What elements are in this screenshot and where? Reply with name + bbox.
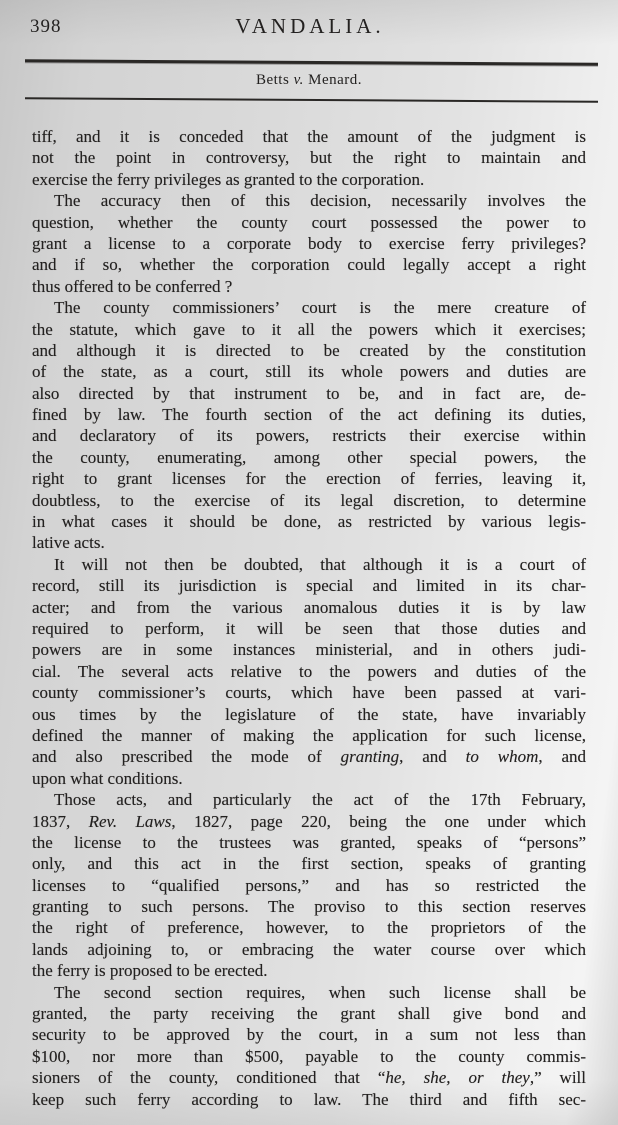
page-number: 398: [30, 16, 62, 37]
paragraph: [32, 190, 586, 297]
paragraph: [32, 126, 586, 190]
text-line: $100, nor more than $500, payable to the county commis-: [32, 1046, 586, 1066]
text-line: not the point in controversy, but the right to maintain and: [32, 148, 586, 168]
text-line: The second section requires, when such license shall be: [54, 982, 586, 1002]
text-line: the county, enumerating, among other special powers, the: [32, 447, 586, 467]
text-line: in what cases it should be done, as restricted by various legis-: [32, 512, 586, 532]
text-line: the statute, which gave to it all the powers which it exercises;: [32, 319, 586, 339]
text-line: acter; and from the various anomalous duties it is by law: [32, 597, 586, 617]
case-title-versus: v.: [293, 72, 304, 88]
text-line: granting to such persons. The proviso to this section reserves: [32, 897, 586, 917]
text-line: the right of preference, however, to the proprietors of the: [32, 918, 586, 938]
header-rule-bottom: [25, 97, 598, 103]
paragraph: [32, 297, 586, 554]
text-line: ous times by the legislature of the state, have invariably: [32, 704, 586, 724]
text-line: and declaratory of its powers, restricts their exercise within: [32, 426, 586, 446]
text-line: thus offered to be conferred ?: [32, 276, 233, 296]
text-line: and if so, whether the corporation could legally accept a right: [32, 255, 586, 275]
paragraph: [32, 982, 586, 1110]
text-line: upon what conditions.: [32, 768, 183, 788]
text-line: lative acts.: [32, 533, 105, 553]
text-line: The county commissioners’ court is the mere creature of: [54, 298, 586, 318]
text-line: county commissioner’s courts, which have been passed at vari-: [32, 683, 586, 703]
text-line: fined by law. The fourth section of the act defining its duties,: [32, 405, 586, 425]
text-line: security to be approved by the court, in a sum not less than: [32, 1025, 586, 1045]
running-head: VANDALIA.: [235, 14, 385, 38]
text-line: of the state, as a court, still its whole powers and duties are: [32, 362, 586, 382]
text-line: required to perform, it will be seen that those duties and: [32, 618, 586, 638]
text-line: Those acts, and particularly the act of the 17th February,: [54, 790, 586, 810]
paragraph: [32, 554, 586, 789]
page-header: [30, 14, 590, 40]
text-line: also directed by that instrument to be, and in fact are, de-: [32, 383, 586, 403]
text-line: granted, the party receiving the grant shall give bond and: [32, 1004, 586, 1024]
text-line: defined the manner of making the application for such license,: [32, 725, 586, 745]
text-line: exercise the ferry privileges as granted to the corporation.: [32, 169, 425, 189]
text-line: only, and this act in the first section, speaks of granting: [32, 854, 586, 874]
text-line: doubtless, to the exercise of its legal discretion, to determine: [32, 490, 586, 510]
page-body: [32, 126, 586, 1110]
case-title-defendant: Menard.: [303, 72, 363, 88]
text-line: 1837, Rev. Laws, 1827, page 220, being the one under which: [32, 811, 587, 831]
text-line: and also prescribed the mode of granting, and to whom, and: [32, 747, 587, 767]
case-title-plaintiff: Betts: [255, 72, 294, 88]
text-line: grant a license to a corporate body to exercise ferry privileges?: [32, 233, 586, 253]
text-line: keep such ferry according to law. The third and fifth sec-: [32, 1089, 586, 1109]
text-line: the license to the trustees was granted, speaks of “persons”: [32, 832, 586, 852]
text-line: licenses to “qualified persons,” and has so restricted the: [32, 875, 586, 895]
text-line: It will not then be doubted, that although it is a court of: [54, 554, 586, 574]
text-line: right to grant licenses for the erection of ferries, leaving it,: [32, 469, 586, 489]
text-line: lands adjoining to, or embracing the water course over which: [32, 939, 586, 959]
text-line: powers are in some instances ministerial, and in others judi-: [32, 640, 586, 660]
text-line: cial. The several acts relative to the powers and duties of the: [32, 661, 586, 681]
text-line: the ferry is proposed to be erected.: [32, 961, 268, 981]
text-line: sioners of the county, conditioned that “he, she, or they,” will: [32, 1068, 586, 1088]
header-rule-top: [25, 59, 598, 66]
text-line: The accuracy then of this decision, necessarily involves the: [54, 191, 586, 211]
text-line: record, still its jurisdiction is special and limited in its char-: [32, 576, 586, 596]
text-line: question, whether the county court possessed the power to: [32, 212, 586, 232]
text-line: tiff, and it is conceded that the amount of the judgment is: [32, 127, 586, 146]
paragraph: [32, 789, 586, 982]
case-title: [0, 72, 618, 89]
text-line: and although it is directed to be created by the constitution: [32, 340, 586, 360]
